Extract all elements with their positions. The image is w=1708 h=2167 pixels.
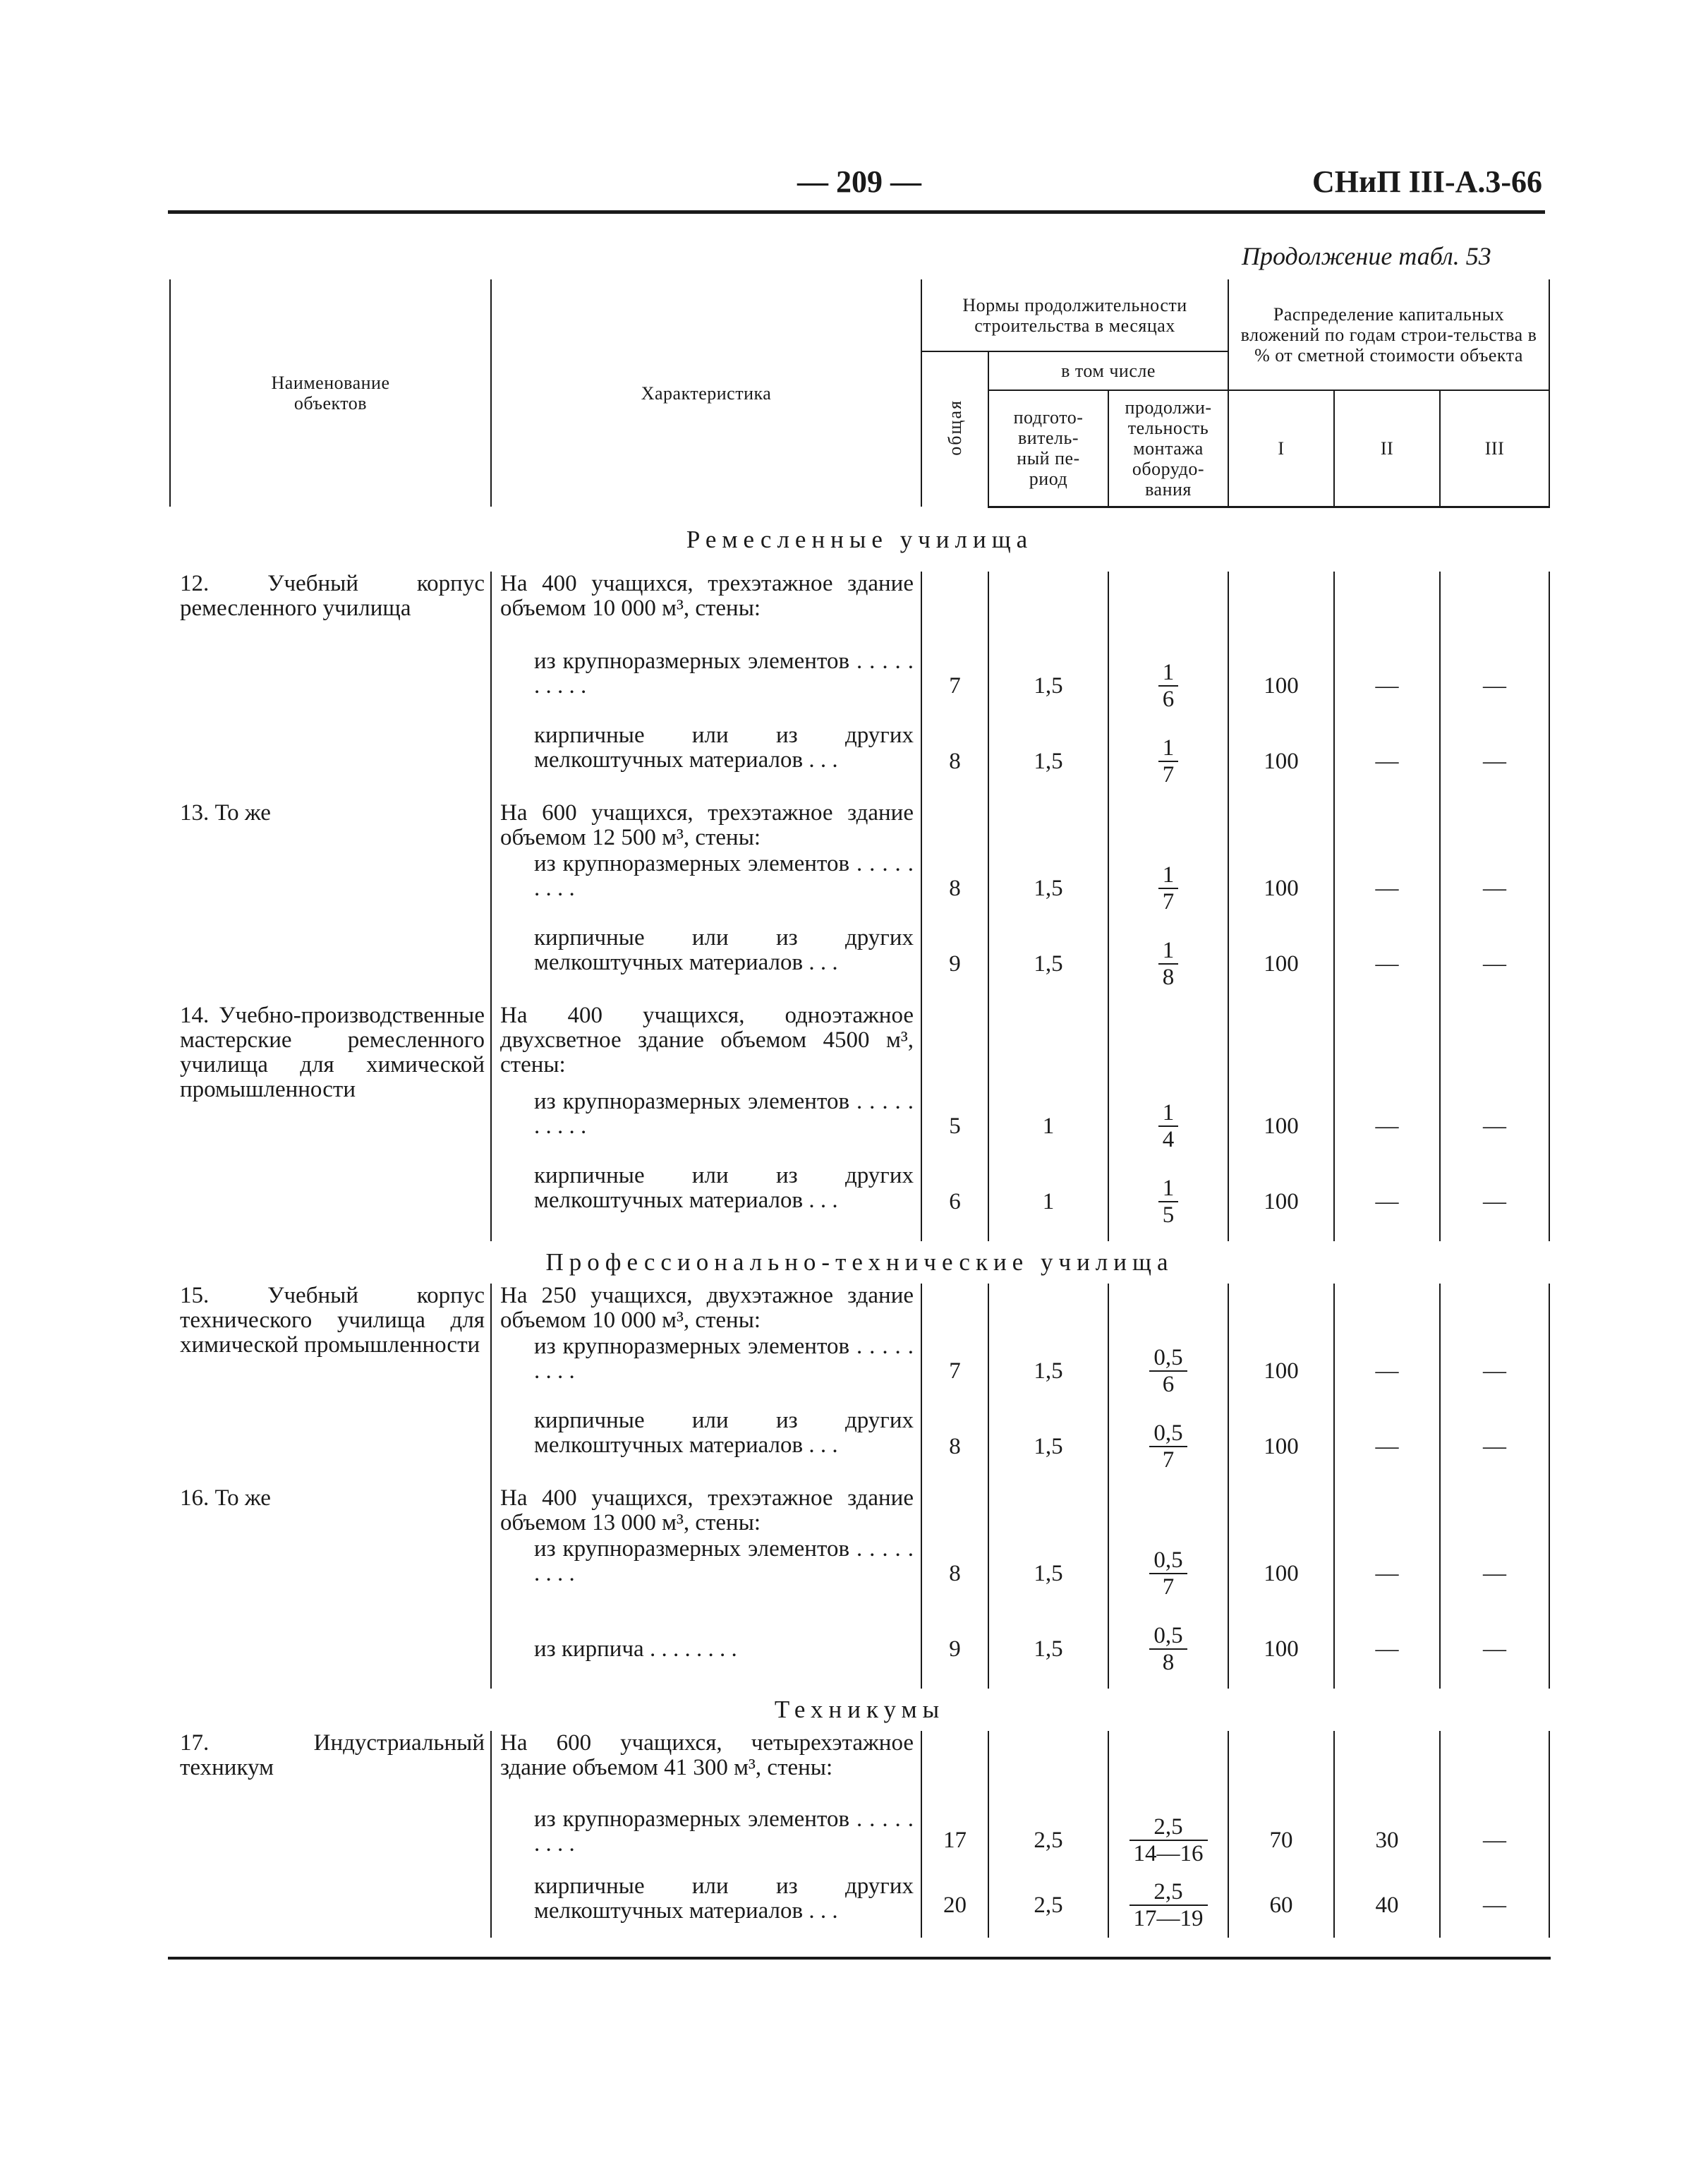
document-code: СНиП III-А.3-66 [1312, 164, 1543, 199]
fraction: $\frac{1}{5}$ [1158, 1176, 1179, 1228]
fraction: $\frac{1}{8}$ [1158, 938, 1179, 990]
header-year-1: I [1228, 390, 1334, 507]
object-name: 12. Учебный корпус ремесленного училища [180, 570, 485, 621]
header-including: в том числе [988, 351, 1228, 390]
table-row: из крупноразмерных элементов . . . . . . . . . 8 1,5 $\frac{1}{7}$ 100 — — [170, 852, 1549, 926]
section-0 [170, 507, 1549, 1241]
header-preparatory-period: подгото-витель-ный пе-риод [988, 390, 1108, 507]
header-rule [168, 210, 1545, 214]
table-row: из крупноразмерных элементов . . . . . . . . . . 5 1 $\frac{1}{4}$ 100 — — [170, 1089, 1549, 1164]
table-row: кирпичные или из других мелкоштучных материалов . . . 20 2,5 $\frac{2,5}{17—19}$ 60 40 — [170, 1874, 1549, 1938]
table-row: кирпичные или из других мелкоштучных материалов . . . 8 1,5 $\frac{0,5}{7}$ 100 — — [170, 1408, 1549, 1486]
fraction: $\frac{1}{7}$ [1158, 735, 1179, 787]
fraction: $\frac{2,5}{17—19}$ [1129, 1879, 1208, 1931]
header-year-3: III [1440, 390, 1549, 507]
characteristic-intro: На 600 учащихся, трехэтажное здание объемом 12 500 м³, стены: [491, 801, 921, 852]
header-norms: Нормы продолжительности строительства в месяцах [921, 279, 1228, 351]
section-title: Ремесленные училища [686, 525, 1034, 553]
table-row: кирпичные или из других мелкоштучных материалов . . . 6 1 $\frac{1}{5}$ 100 — — [170, 1164, 1549, 1241]
characteristic-intro: На 400 учащихся, трехэтажное здание объемом 10 000 м³, стены: [491, 572, 921, 649]
table-bottom-rule [168, 1957, 1551, 1960]
header-name: Наименование объектов [170, 279, 491, 507]
object-name: 14. Учебно-производственные мастерские ремесленного училища для химической промышленности [180, 1002, 485, 1102]
table-row: кирпичные или из других мелкоштучных материалов . . . 9 1,5 $\frac{1}{8}$ 100 — — [170, 926, 1549, 1003]
fraction: $\frac{0,5}{7}$ [1149, 1420, 1187, 1473]
fraction: $\frac{0,5}{6}$ [1149, 1345, 1187, 1397]
header-mounting-duration: продолжи-тельность монтажа оборудо-вания [1108, 390, 1228, 507]
object-name: 15. Учебный корпус технического училища для химической промышленности [180, 1282, 485, 1358]
fraction: $\frac{1}{7}$ [1158, 862, 1179, 915]
header-characteristic: Характеристика [491, 279, 921, 507]
characteristic-intro: На 400 учащихся, трехэтажное здание объемом 13 000 м³, стены: [491, 1486, 921, 1537]
characteristic-intro: На 250 учащихся, двухэтажное здание объемом 10 000 м³, стены: [491, 1284, 921, 1334]
fraction: $\frac{2,5}{14—16}$ [1129, 1814, 1208, 1866]
table-row: из крупноразмерных элементов . . . . . . . . . 17 2,5 $\frac{2,5}{14—16}$ 70 30 — [170, 1807, 1549, 1874]
table-row: из кирпича . . . . . . . . 9 1,5 $\frac{0,5}{8}$ 100 — — [170, 1611, 1549, 1689]
fraction: $\frac{1}{4}$ [1158, 1100, 1179, 1152]
characteristic-intro: На 600 учащихся, четырехэтажное здание объемом 41 300 м³, стены: [491, 1731, 921, 1807]
header-total: общая [921, 351, 988, 507]
object-name: 13. То же [180, 799, 271, 826]
table-row: из крупноразмерных элементов . . . . . . . . . 7 1,5 $\frac{0,5}{6}$ 100 — — [170, 1334, 1549, 1408]
header-distribution: Распределение капитальных вложений по годам строи-тельства в % от сметной стоимости объекта [1228, 279, 1549, 390]
table-row: из крупноразмерных элементов . . . . . . . . . . 7 1,5 $\frac{1}{6}$ 100 — — [170, 649, 1549, 723]
object-name: 17. Индустриальный техникум [180, 1730, 485, 1780]
characteristic-intro: На 400 учащихся, одноэтажное двухсветное здание объемом 4500 м³, стены: [491, 1003, 921, 1089]
table-row: кирпичные или из других мелкоштучных материалов . . . 8 1,5 $\frac{1}{7}$ 100 — — [170, 723, 1549, 801]
fraction: $\frac{1}{6}$ [1158, 660, 1179, 712]
section-2 [170, 1689, 1549, 1938]
section-title: Техникумы [774, 1695, 945, 1723]
fraction: $\frac{0,5}{8}$ [1149, 1623, 1187, 1675]
section-title: Профессионально-технические училища [545, 1248, 1174, 1276]
object-name: 16. То же [180, 1485, 271, 1511]
construction-norms-table [169, 279, 1550, 1938]
table-row: из крупноразмерных элементов . . . . . . . . . 8 1,5 $\frac{0,5}{7}$ 100 — — [170, 1537, 1549, 1611]
table-continuation-label: Продолжение табл. 53 [1242, 242, 1491, 270]
page-number: — 209 — [797, 164, 921, 199]
section-1 [170, 1241, 1549, 1689]
fraction: $\frac{0,5}{7}$ [1149, 1547, 1187, 1600]
header-year-2: II [1334, 390, 1440, 507]
